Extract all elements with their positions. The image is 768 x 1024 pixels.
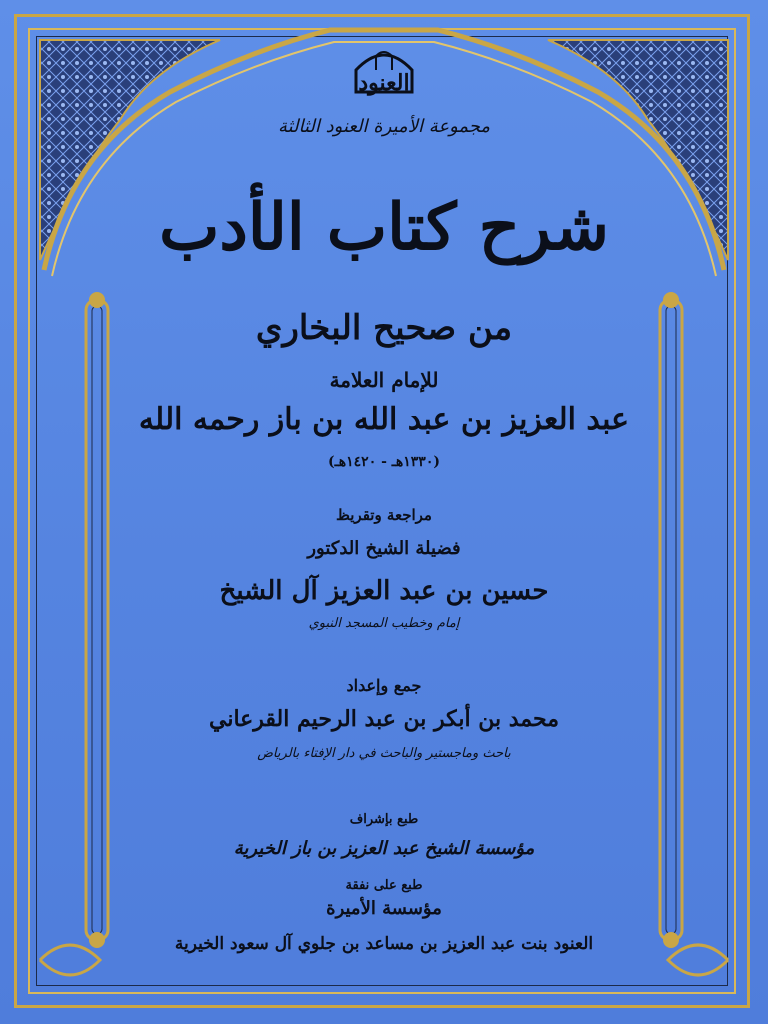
book-subtitle: من صحيح البخاري <box>255 308 513 348</box>
reviewer-title: فضيلة الشيخ الدكتور <box>307 538 461 559</box>
series-name: مجموعة الأميرة العنود الثالثة <box>277 116 491 137</box>
printed-expense-label: طبع على نفقة <box>345 878 423 893</box>
right-column <box>660 300 682 940</box>
reviewer-role: إمام وخطيب المسجد النبوي <box>308 616 460 631</box>
book-title: شرح كتاب الأدب <box>159 190 609 265</box>
foundation-name: مؤسسة الشيخ عبد العزيز بن باز الخيرية <box>233 838 535 859</box>
compiler-name: محمد بن أبكر بن عبد الرحيم القرعاني <box>209 706 559 732</box>
logo-text: العنود <box>358 70 410 96</box>
author-dates: (١٣٣٠هـ - ١٤٢٠هـ) <box>328 454 440 470</box>
review-label: مراجعة وتقريظ <box>336 506 432 524</box>
princess-foundation: مؤسسة الأميرة <box>326 898 442 919</box>
left-column <box>86 300 108 940</box>
printed-supervision-label: طبع بإشراف <box>349 812 419 827</box>
author-name: عبد العزيز بن عبد الله بن باز رحمه الله <box>138 402 630 437</box>
author-intro: للإمام العلامة <box>329 368 439 392</box>
compiler-label: جمع وإعداد <box>346 676 422 695</box>
reviewer-name: حسين بن عبد العزيز آل الشيخ <box>219 576 549 606</box>
compiler-role: باحث وماجستير والباحث في دار الإفتاء بالرياض <box>257 746 511 761</box>
princess-name: العنود بنت عبد العزيز بن مساعد بن جلوي آل سعود الخيرية <box>174 934 594 954</box>
